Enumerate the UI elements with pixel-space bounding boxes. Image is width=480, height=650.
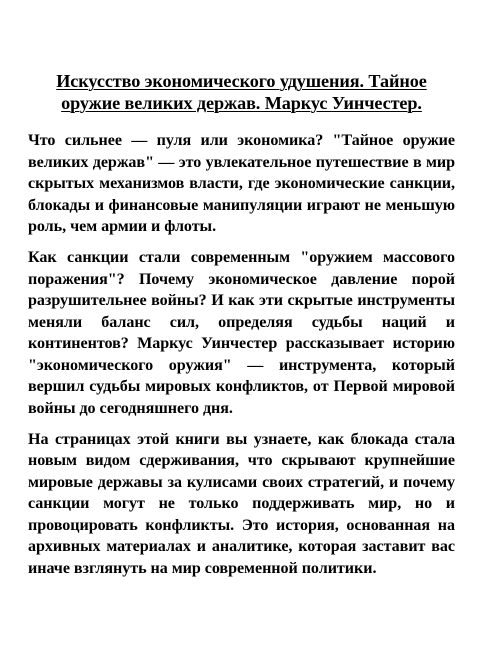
paragraph-intro: Что сильнее — пуля или экономика? "Тайное оружие великих держав" — это увлекательное путешествие в мир скрытых механизмов власти, где экономические санкции, блокады и финансовые манипуляции играют не меньшую роль, чем армии и флоты. xyxy=(28,132,455,235)
paragraph-book-contents: На страницах этой книги вы узнаете, как блокада стала новым видом сдерживания, что скрывают крупнейшие мировые державы за кулисами своих стратегий, и почему санкции могут не только поддерживать мир, но и провоцировать конфликты. Это история, основанная на архивных материалах и аналитике, которая заставит вас иначе взглянуть на мир современной политики. xyxy=(28,430,455,577)
document-title: Искусство экономического удушения. Тайное оружие великих держав. Маркус Уинчестер. xyxy=(56,71,427,113)
paragraph-sanctions: Как санкции стали современным "оружием массового поражения"? Почему экономическое давление порой разрушительнее войны? И как эти скрытые инструменты меняли баланс сил, определяя судьбы наций и континентов? Маркус Уинчестер рассказывает историю "экономического оружия" — инструмента, который вершил судьбы мировых конфликтов, от Первой мировой войны до сегодняшнего дня. xyxy=(28,249,455,417)
